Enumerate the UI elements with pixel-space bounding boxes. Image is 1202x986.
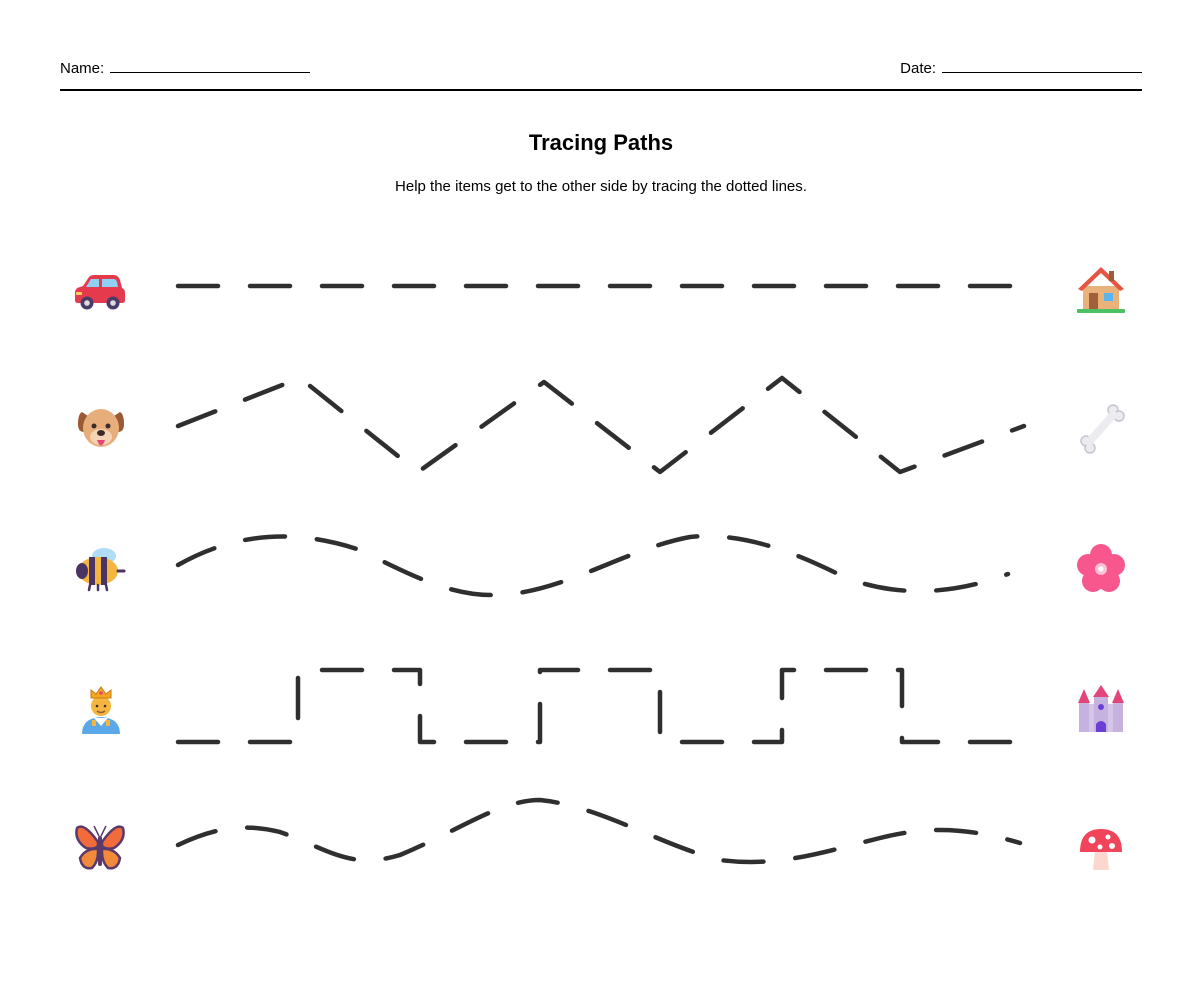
dog-face-icon	[76, 404, 126, 454]
bee-icon	[74, 544, 126, 592]
prince-icon	[78, 684, 124, 734]
wave-tracing-path-2[interactable]	[178, 800, 1020, 862]
castle-icon	[1076, 684, 1126, 734]
zigzag-tracing-path[interactable]	[178, 378, 1024, 472]
square-wave-tracing-path[interactable]	[178, 670, 1014, 742]
house-icon	[1076, 264, 1126, 314]
bone-icon	[1076, 404, 1126, 454]
flower-icon	[1076, 544, 1126, 594]
worksheet-title: Tracing Paths	[528, 130, 674, 155]
butterfly-icon	[74, 822, 126, 874]
car-icon	[74, 272, 126, 312]
name-label: Name:	[60, 60, 105, 77]
mushroom-icon	[1078, 826, 1124, 872]
wave-tracing-path[interactable]	[178, 536, 1008, 595]
worksheet-instructions: Help the items get to the other side by tracing the dotted lines.	[395, 178, 807, 195]
date-label: Date:	[900, 60, 936, 77]
